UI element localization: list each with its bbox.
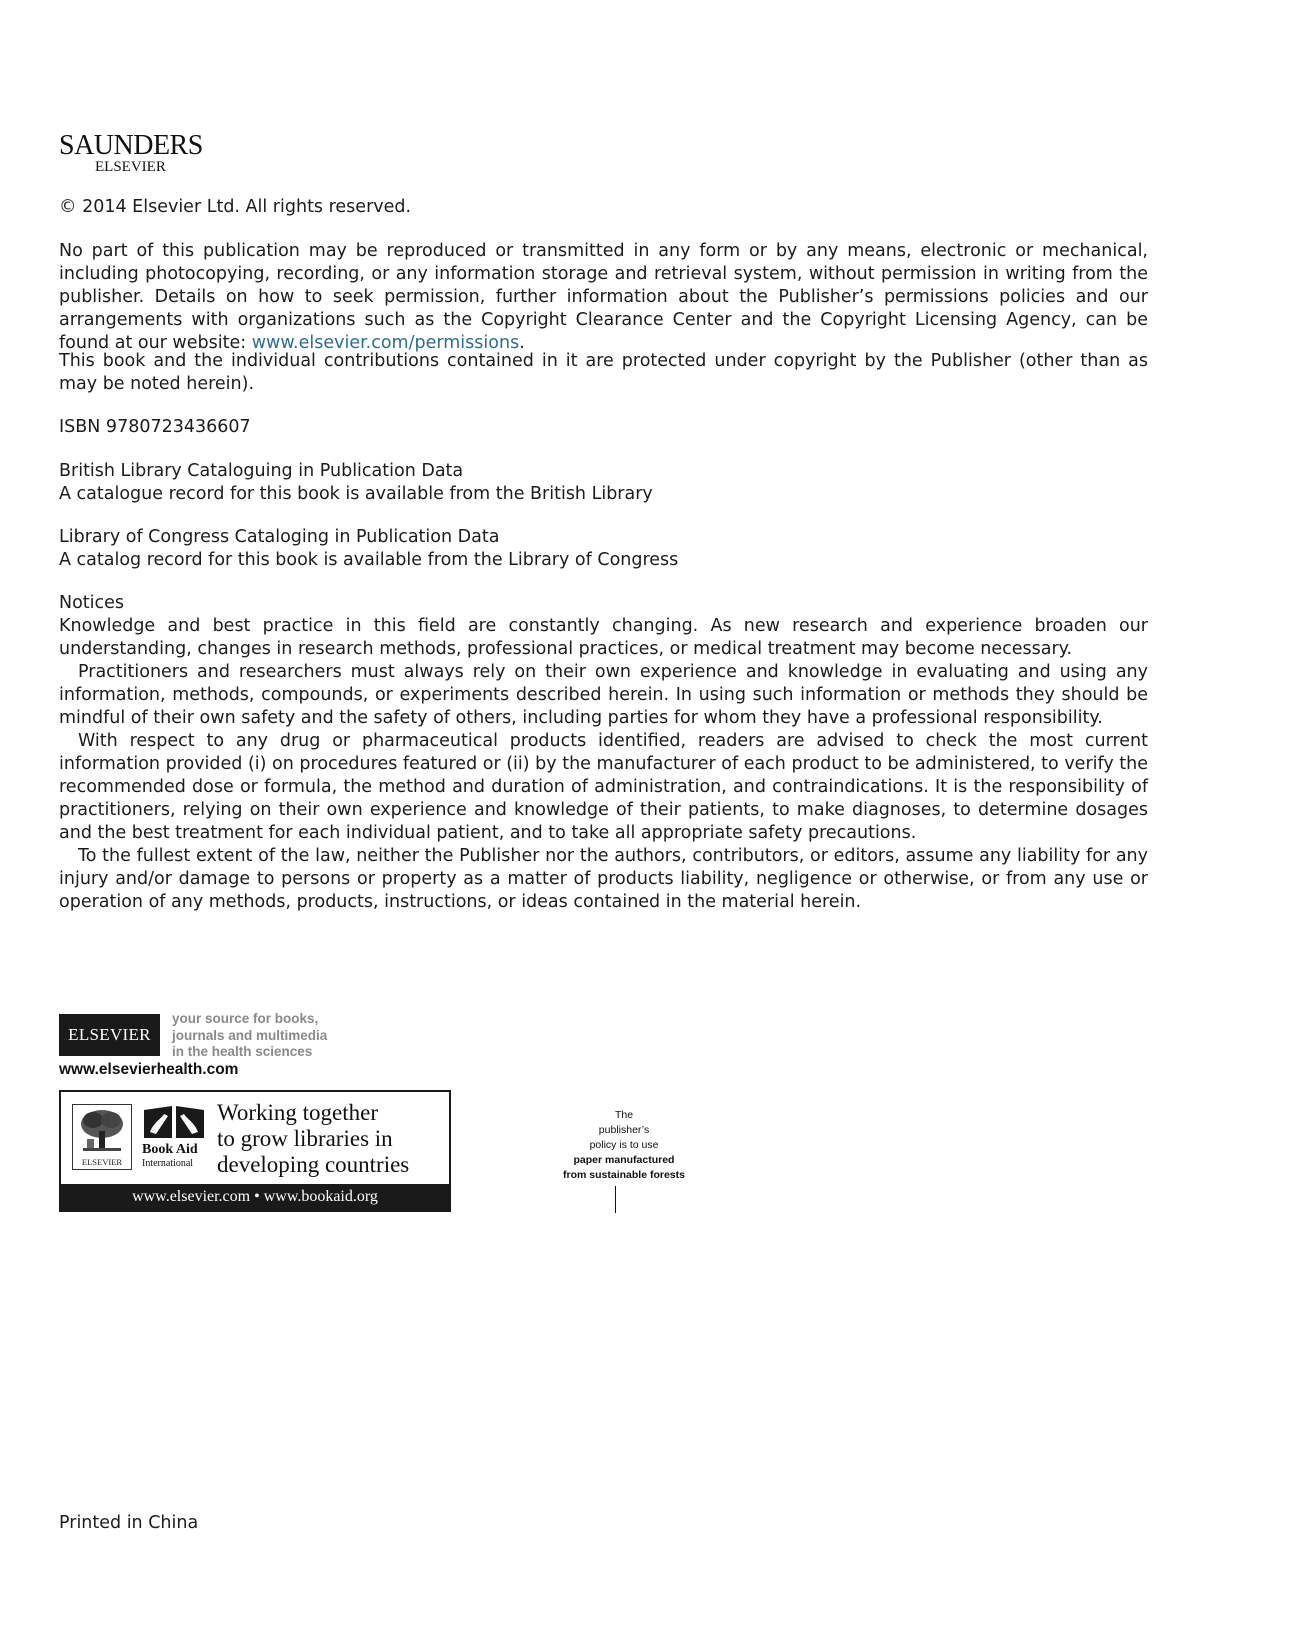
book-aid-banner (59, 1090, 451, 1212)
logo-name: SAUNDERS (59, 130, 203, 161)
hands-book-icon (142, 1102, 206, 1140)
notices-paragraph-3: With respect to any drug or pharmaceutical products identified, readers are advised to check the most current information provided (i) on procedures featured or (ii) by the manufacturer of each product to be administered, to verify the recommended dose or formula, the method and duration of administration, and contraindications. It is the responsibility of practitioners, relying on their own experience and knowledge of their patients, to make diagnoses, to determine dosages and the best treatment for each individual patient, and to take all appropriate safety precautions. (59, 731, 1148, 843)
slogan-line-1: Working together (217, 1100, 379, 1125)
british-library-title: British Library Cataloguing in Publication Data (59, 461, 464, 481)
notices-paragraph-2: Practitioners and researchers must always rely on their own experience and knowledge in evaluating and using any information, methods, compounds, or experiments described herein. In using such information or methods they should be mindful of their own safety and the safety of others, including parties for whom they have a professional responsibility. (59, 662, 1148, 728)
promo-tag-line-2: journals and multimedia (172, 1027, 328, 1043)
library-of-congress-section (59, 526, 1148, 572)
book-aid-international: International (142, 1158, 194, 1169)
promo-tagline (172, 1011, 392, 1061)
permissions-end: . (519, 333, 525, 353)
book-aid-label: Book Aid (142, 1142, 198, 1157)
logo-sub: ELSEVIER (95, 159, 166, 175)
elsevier-logo-box: ELSEVIER (59, 1014, 160, 1056)
notices-section (59, 592, 1148, 914)
elsevier-health-url[interactable]: www.elsevierhealth.com (59, 1061, 239, 1078)
permissions-link[interactable]: www.elsevier.com/permissions (251, 333, 520, 353)
forest-line-1: The (614, 1109, 634, 1121)
printed-in: Printed in China (59, 1513, 199, 1533)
permissions-paragraph (59, 240, 1148, 355)
forest-line-2: publisher’s (598, 1124, 650, 1136)
book-aid-slogan (217, 1100, 409, 1178)
elsevier-tree-icon (72, 1104, 132, 1170)
forest-divider (615, 1186, 616, 1213)
loc-title: Library of Congress Cataloging in Publication Data (59, 527, 500, 547)
sustainable-forest-note (539, 1108, 709, 1183)
slogan-line-3: developing countries (217, 1152, 410, 1177)
forest-line-3: policy is to use (589, 1139, 659, 1151)
promo-tag-line-1: your source for books, (172, 1011, 319, 1026)
isbn: ISBN 9780723436607 (59, 417, 251, 437)
book-aid-urls: www.elsevier.com • www.bookaid.org (61, 1184, 449, 1210)
elsevier-health-promo (59, 1011, 459, 1062)
notices-title: Notices (59, 593, 125, 613)
forest-line-5: from sustainable forests (563, 1169, 685, 1181)
british-library-text: A catalogue record for this book is available from the British Library (59, 484, 653, 504)
notices-paragraph-4: To the fullest extent of the law, neither the Publisher nor the authors, contributors, or editors, assume any liability for any injury and/or damage to persons or property as a matter of products liability, negligence or otherwise, or from any use or operation of any methods, products, instructions, or ideas contained in the material herein. (59, 846, 1148, 912)
book-aid-logo (142, 1102, 206, 1172)
loc-text: A catalog record for this book is available from the Library of Congress (59, 550, 679, 570)
copyright-line: © 2014 Elsevier Ltd. All rights reserved. (59, 197, 412, 217)
notices-paragraph-1: Knowledge and best practice in this field are constantly changing. As new research and experience broaden our understanding, changes in research methods, professional practices, or medical treatment may become necessary. (59, 616, 1148, 659)
slogan-line-2: to grow libraries in (217, 1126, 393, 1151)
permissions-text: No part of this publication may be reproduced or transmitted in any form or by any means, electronic or mechanical, including photocopying, recording, or any information storage and retrieval system, without permission in writing from the publisher. Details on how to seek permission, further information about the Publisher’s permissions policies and our arrangements with organizations such as the Copyright Clearance Center and the Copyright Licensing Agency, can be found at our website: (59, 241, 1148, 353)
promo-tag-line-3: in the health sciences (172, 1044, 313, 1059)
british-library-section (59, 460, 1148, 506)
forest-line-4: paper manufactured (573, 1154, 675, 1166)
protection-paragraph: This book and the individual contributions contained in it are protected under copyright by the Publisher (other than as may be noted herein). (59, 351, 1148, 394)
tree-label: ELSEVIER (81, 1157, 123, 1167)
saunders-logo (59, 132, 219, 174)
